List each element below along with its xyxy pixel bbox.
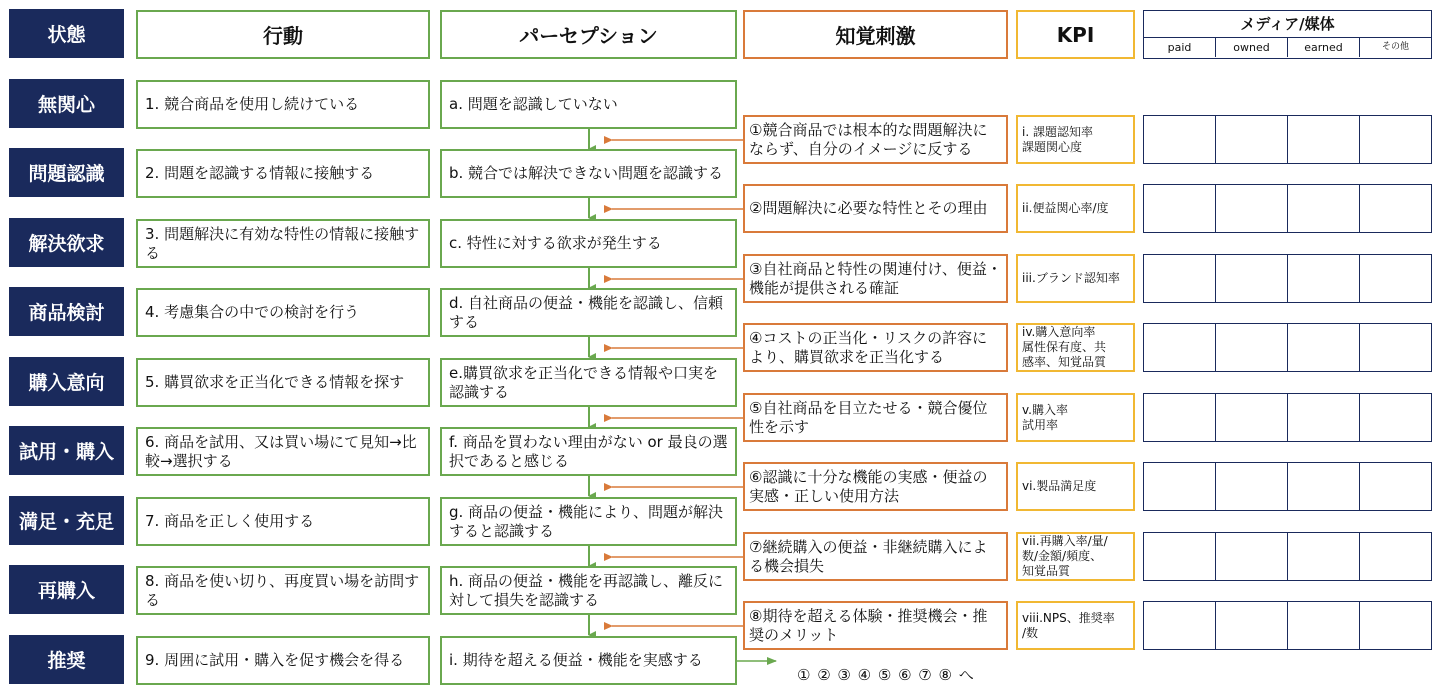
header-stimulus: 知覚刺激 — [743, 10, 1008, 59]
kpi-2: ii.便益関心率/度 — [1016, 184, 1135, 233]
kpi-4: iv.購入意向率 属性保有度、共 感率、知覚品質 — [1016, 323, 1135, 372]
media-cell — [1288, 602, 1360, 649]
media-cell — [1288, 185, 1360, 232]
header-state: 状態 — [9, 9, 124, 58]
state-4: 商品検討 — [9, 287, 124, 336]
state-3: 解決欲求 — [9, 218, 124, 267]
perception-g: g. 商品の便益・機能により、問題が解決すると認識する — [440, 497, 737, 546]
media-cell — [1216, 324, 1288, 371]
media-cell — [1144, 463, 1216, 510]
kpi-1: i. 課題認知率 課題関心度 — [1016, 115, 1135, 164]
state-5: 購入意向 — [9, 357, 124, 406]
media-row-6 — [1143, 462, 1432, 511]
media-cell — [1288, 533, 1360, 580]
media-cell — [1144, 116, 1216, 163]
media-cell — [1360, 463, 1431, 510]
media-cell — [1216, 185, 1288, 232]
action-2: 2. 問題を認識する情報に接触する — [136, 149, 430, 198]
media-cell — [1216, 602, 1288, 649]
state-6: 試用・購入 — [9, 426, 124, 475]
stimulus-8: ⑧期待を超える体験・推奨機会・推奨のメリット — [743, 601, 1008, 650]
media-col-paid: paid — [1144, 38, 1216, 57]
media-cell — [1288, 255, 1360, 302]
media-cell — [1288, 463, 1360, 510]
perception-d: d. 自社商品の便益・機能を認識し、信頼する — [440, 288, 737, 337]
header-action: 行動 — [136, 10, 430, 59]
perception-b: b. 競合では解決できない問題を認識する — [440, 149, 737, 198]
media-cell — [1360, 533, 1431, 580]
media-cell — [1144, 602, 1216, 649]
action-7: 7. 商品を正しく使用する — [136, 497, 430, 546]
media-row-8 — [1143, 601, 1432, 650]
perception-i: i. 期待を超える便益・機能を実感する — [440, 636, 737, 685]
perception-h: h. 商品の便益・機能を再認識し、離反に対して損失を認識する — [440, 566, 737, 615]
state-2: 問題認識 — [9, 148, 124, 197]
media-cell — [1216, 255, 1288, 302]
perception-e: e.購買欲求を正当化できる情報や口実を認識する — [440, 358, 737, 407]
media-title: メディア/媒体 — [1144, 11, 1431, 38]
media-row-5 — [1143, 393, 1432, 442]
media-cell — [1360, 255, 1431, 302]
stimulus-6: ⑥認識に十分な機能の実感・便益の実感・正しい使用方法 — [743, 462, 1008, 511]
stimulus-7: ⑦継続購入の便益・非継続購入による機会損失 — [743, 532, 1008, 581]
action-9: 9. 周囲に試用・購入を促す機会を得る — [136, 636, 430, 685]
header-perception: パーセプション — [440, 10, 737, 59]
state-1: 無関心 — [9, 79, 124, 128]
media-row-2 — [1143, 184, 1432, 233]
media-cell — [1360, 185, 1431, 232]
media-cell — [1360, 394, 1431, 441]
media-cell — [1216, 394, 1288, 441]
kpi-3: iii.ブランド認知率 — [1016, 254, 1135, 303]
media-row-1 — [1143, 115, 1432, 164]
kpi-8: viii.NPS、推奨率 /数 — [1016, 601, 1135, 650]
media-row-3 — [1143, 254, 1432, 303]
action-8: 8. 商品を使い切り、再度買い場を訪問する — [136, 566, 430, 615]
media-col-owned: owned — [1216, 38, 1288, 57]
action-1: 1. 競合商品を使用し続けている — [136, 80, 430, 129]
media-cell — [1216, 116, 1288, 163]
action-4: 4. 考慮集合の中での検討を行う — [136, 288, 430, 337]
stimulus-2: ②問題解決に必要な特性とその理由 — [743, 184, 1008, 233]
media-row-4 — [1143, 323, 1432, 372]
media-cell — [1216, 533, 1288, 580]
media-cell — [1144, 533, 1216, 580]
media-row-7 — [1143, 532, 1432, 581]
media-cell — [1144, 324, 1216, 371]
media-cell — [1360, 116, 1431, 163]
media-cell — [1144, 185, 1216, 232]
stimulus-5: ⑤自社商品を目立たせる・競合優位性を示す — [743, 393, 1008, 442]
state-7: 満足・充足 — [9, 496, 124, 545]
state-8: 再購入 — [9, 565, 124, 614]
media-cell — [1144, 394, 1216, 441]
stimulus-3: ③自社商品と特性の関連付け、便益・機能が提供される確証 — [743, 254, 1008, 303]
header-kpi: KPI — [1016, 10, 1135, 59]
kpi-5: v.購入率 試用率 — [1016, 393, 1135, 442]
perception-a: a. 問題を認識していない — [440, 80, 737, 129]
media-cell — [1216, 463, 1288, 510]
kpi-7: vii.再購入率/量/ 数/金額/頻度、 知覚品質 — [1016, 532, 1135, 581]
media-cell — [1288, 324, 1360, 371]
media-cell — [1144, 255, 1216, 302]
state-9: 推奨 — [9, 635, 124, 684]
stimulus-1: ①競合商品では根本的な問題解決にならず、自分のイメージに反する — [743, 115, 1008, 164]
action-6: 6. 商品を試用、又は買い場にて見知→比較→選択する — [136, 427, 430, 476]
media-col-earned: earned — [1288, 38, 1360, 57]
media-cell — [1288, 394, 1360, 441]
action-3: 3. 問題解決に有効な特性の情報に接触する — [136, 219, 430, 268]
media-cell — [1288, 116, 1360, 163]
media-cell — [1360, 324, 1431, 371]
media-col-other: その他 — [1381, 42, 1409, 52]
kpi-6: vi.製品満足度 — [1016, 462, 1135, 511]
media-cell — [1360, 602, 1431, 649]
perception-f: f. 商品を買わない理由がない or 最良の選択であると感じる — [440, 427, 737, 476]
action-5: 5. 購買欲求を正当化できる情報を探す — [136, 358, 430, 407]
footer-note: ① ② ③ ④ ⑤ ⑥ ⑦ ⑧ へ — [797, 666, 975, 684]
stimulus-4: ④コストの正当化・リスクの許容により、購買欲求を正当化する — [743, 323, 1008, 372]
perception-c: c. 特性に対する欲求が発生する — [440, 219, 737, 268]
